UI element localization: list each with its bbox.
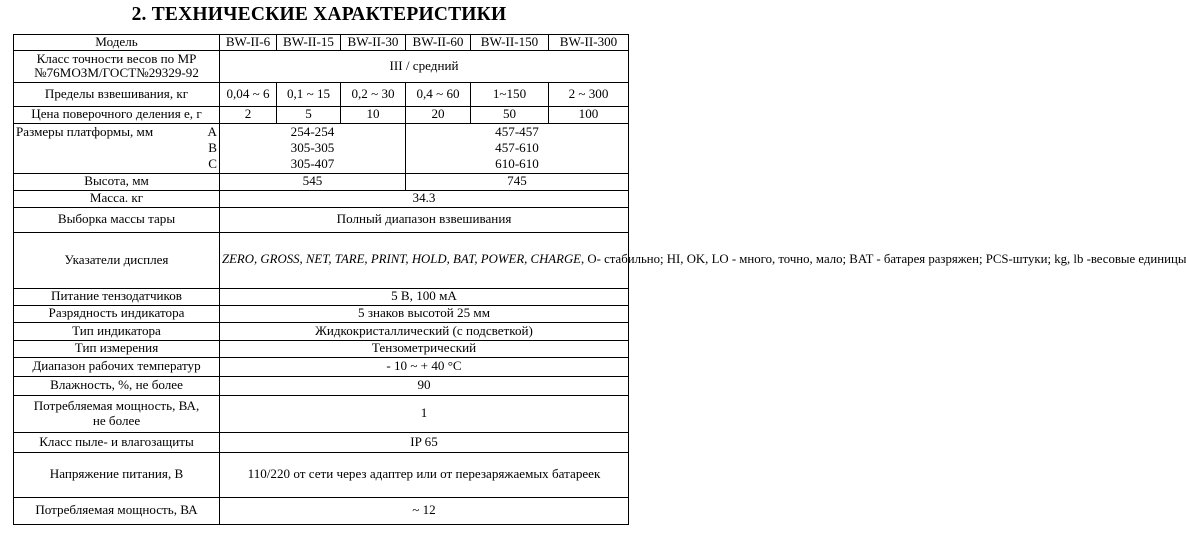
division-label: Цена поверочного деления е, г [14,106,220,123]
platform-size: 305-305 [290,140,335,156]
table-row-model [14,35,629,51]
row-label: Диапазон рабочих температур [14,357,220,376]
limits-cell: 0,4 ~ 60 [406,82,471,106]
table-row [14,288,629,305]
platform-letter: A [207,124,217,140]
table-row-ip [14,432,629,452]
row-label: Питание тензодатчиков [14,288,220,305]
row-value: 5 В, 100 мА [220,288,629,305]
table-row [14,357,629,376]
division-cell: 2 [220,106,277,123]
row-value: 90 [220,376,629,395]
display-description: , О- стабильно; HI, OK, LO - много, точно, мало; BAT - батарея разряжен; PCS-штуки; kg, lb -весовые единицы [581,252,1186,267]
height-label: Высота, мм [14,173,220,190]
tare-value: Полный диапазон взвешивания [220,207,629,232]
limits-cell: 0,04 ~ 6 [220,82,277,106]
table-row-division [14,106,629,123]
power2-value: ~ 12 [220,497,629,524]
display-label: Указатели дисплея [14,232,220,288]
table-row [14,322,629,340]
model-cell: BW-II-60 [406,35,471,51]
division-cell: 100 [549,106,629,123]
table-row [14,305,629,322]
table-row-platform [14,123,629,173]
table-row-mass [14,190,629,207]
table-row-display [14,232,629,288]
model-cell: BW-II-150 [471,35,549,51]
limits-cell: 0,1 ~ 15 [277,82,341,106]
height-small: 545 [220,173,406,190]
mass-label: Масса. кг [14,190,220,207]
power-consumption-line2: не более [92,412,141,428]
tare-label: Выборка массы тары [14,207,220,232]
ip-label: Класс пыле- и влагозащиты [14,432,220,452]
platform-label-text: Размеры платформы, мм [16,124,154,140]
model-cell: BW-II-15 [277,35,341,51]
platform-size: 305-407 [290,156,335,172]
model-label: Модель [14,35,220,51]
power2-label: Потребляемая мощность, ВА [14,497,220,524]
model-cell: BW-II-300 [549,35,629,51]
table-row-power-consumption [14,395,629,432]
row-label: Тип индикатора [14,322,220,340]
platform-size: 457-457 [495,124,539,140]
limits-cell: 1~150 [471,82,549,106]
row-value: Жидкокристаллический (с подсветкой) [220,322,629,340]
accuracy-label-line1: Класс точности весов по МР [36,50,197,66]
power-consumption-label [14,395,220,432]
platform-letter: C [208,156,217,172]
supply-value: 110/220 от сети через адаптер или от перезаряжаемых батареек [220,452,629,497]
platform-large [406,123,629,173]
accuracy-label [14,50,220,82]
ip-value: IP 65 [220,432,629,452]
row-value: Тензометрический [220,340,629,357]
display-indicators: ZERO, GROSS, NET, TARE, PRINT, HOLD, BAT, POWER, CHARGE [222,252,581,267]
height-large: 745 [406,173,629,190]
spec-table [13,34,1186,525]
mass-value: 34.3 [220,190,629,207]
table-row [14,340,629,357]
accuracy-label-line2: №76МОЗМ/ГОСТ№29329-92 [34,65,199,81]
page-title: 2. ТЕХНИЧЕСКИЕ ХАРАКТЕРИСТИКИ [131,4,507,25]
supply-label: Напряжение питания, В [14,452,220,497]
platform-label [14,123,220,173]
table-row-power2 [14,497,629,524]
platform-letter: B [208,140,217,156]
table-row-limits [14,82,629,106]
table-row-tare [14,207,629,232]
limits-label: Пределы взвешивания, кг [14,82,220,106]
row-value: 5 знаков высотой 25 мм [220,305,629,322]
row-label: Разрядность индикатора [14,305,220,322]
table-row-accuracy [14,50,629,82]
accuracy-value: III / средний [220,50,629,82]
row-label: Влажность, %, не более [14,376,220,395]
power-consumption-line1: Потребляемая мощность, ВА, [33,398,200,413]
division-cell: 10 [341,106,406,123]
row-value: - 10 ~ + 40 °С [220,357,629,376]
table-row-height [14,173,629,190]
model-cell: BW-II-30 [341,35,406,51]
platform-size: 457-610 [495,140,539,156]
division-cell: 20 [406,106,471,123]
display-value [220,232,1186,288]
row-label: Тип измерения [14,340,220,357]
power-consumption-value: 1 [220,395,629,432]
table-row [14,376,629,395]
platform-small [220,123,406,173]
limits-cell: 2 ~ 300 [549,82,629,106]
model-cell: BW-II-6 [220,35,277,51]
division-cell: 5 [277,106,341,123]
platform-size: 254-254 [290,124,335,140]
division-cell: 50 [471,106,549,123]
table-row-supply [14,452,629,497]
platform-size: 610-610 [495,156,539,172]
limits-cell: 0,2 ~ 30 [341,82,406,106]
